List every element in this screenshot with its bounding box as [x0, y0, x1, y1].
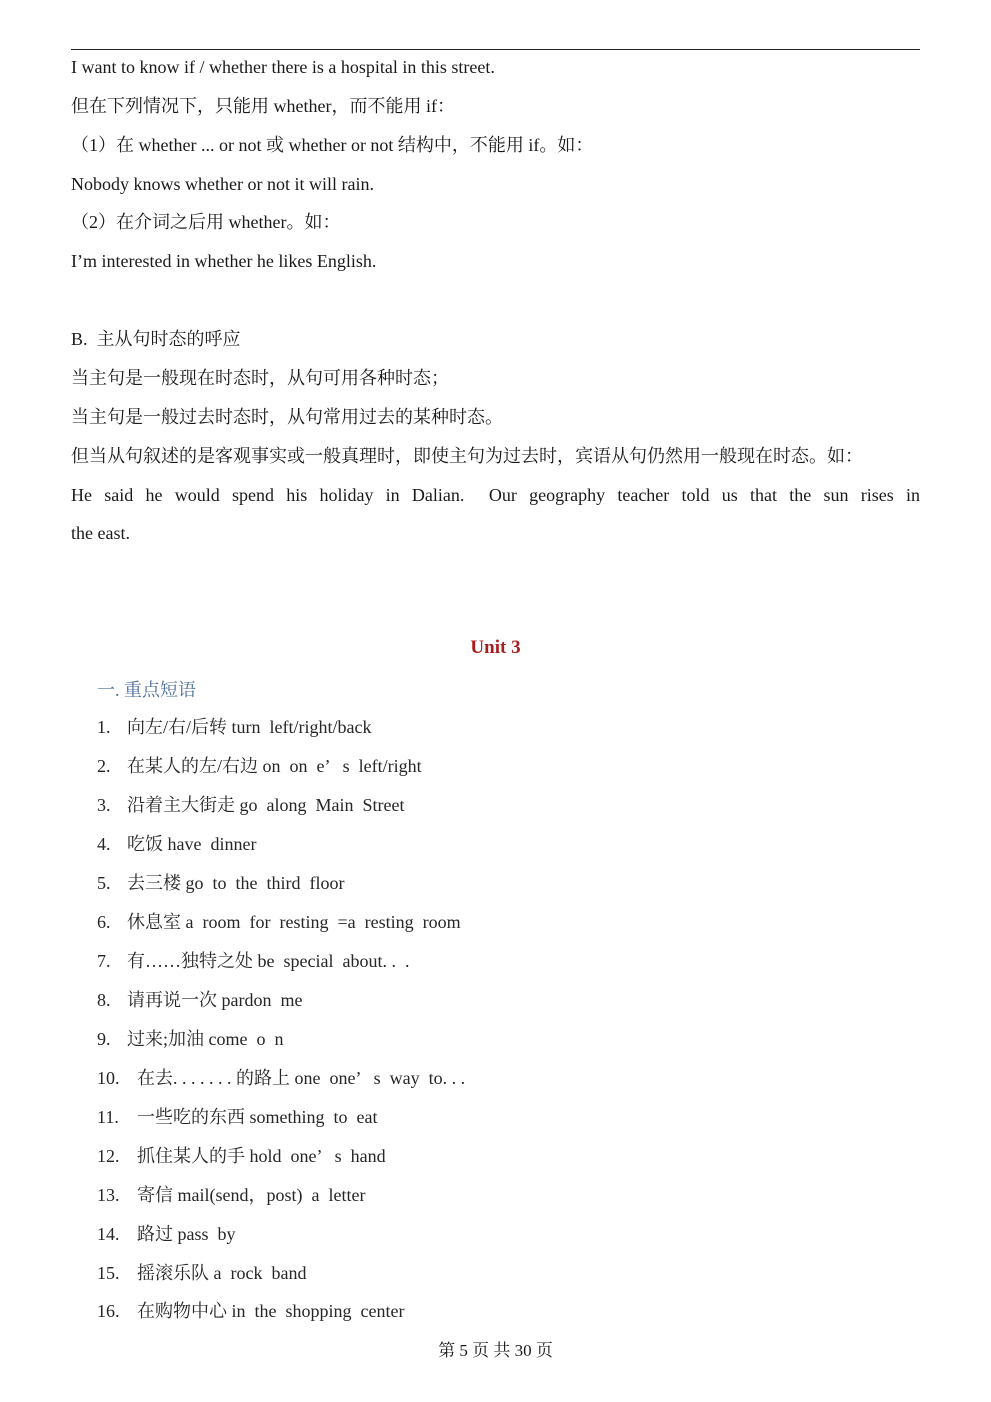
text-line: 但当从句叙述的是客观事实或一般真理时，即使主句为过去时，宾语从句仍然用一般现在时态。如： [71, 446, 863, 466]
phrase-text: 寄信 mail(send，post) a letter [137, 1185, 366, 1205]
phrase-number: 14. [97, 1224, 120, 1244]
phrase-text: 在某人的左/右边 on on e’ s left/right [127, 756, 422, 776]
top-rule [71, 49, 920, 50]
text-line: I want to know if / whether there is a hospital in this street. [71, 57, 495, 77]
phrase-number: 2. [97, 756, 111, 776]
text-line: Nobody knows whether or not it will rain. [71, 174, 374, 194]
phrase-number: 4. [97, 834, 111, 854]
phrase-item [97, 911, 461, 933]
phrase-number: 13. [97, 1185, 120, 1205]
phrase-text: 沿着主大街走 go along Main Street [127, 795, 405, 815]
phrase-item [97, 794, 404, 816]
phrase-text: 抓住某人的手 hold one’ s hand [137, 1146, 386, 1166]
phrase-item [97, 1028, 283, 1050]
phrase-item [97, 872, 344, 894]
page-footer: 第 5 页 共 30 页 [438, 1341, 553, 1360]
phrase-text: 去三楼 go to the third floor [127, 873, 345, 893]
phrase-text: 在去. . . . . . . 的路上 one one’ s way to. . . [137, 1068, 466, 1088]
text-line: 但在下列情况下，只能用 whether，而不能用 if： [71, 96, 455, 116]
phrase-number: 9. [97, 1029, 111, 1049]
phrase-number: 16. [97, 1301, 120, 1321]
phrase-number: 5. [97, 873, 111, 893]
phrase-item [97, 833, 256, 855]
phrase-item [97, 1106, 377, 1128]
phrase-number: 12. [97, 1146, 120, 1166]
phrase-text: 休息室 a room for resting =a resting room [127, 912, 461, 932]
phrase-text: 摇滚乐队 a rock band [137, 1263, 307, 1283]
phrase-item [97, 950, 409, 972]
phrase-item [97, 1262, 306, 1284]
text-line: the east. [71, 523, 130, 543]
phrase-number: 1. [97, 717, 111, 737]
text-line: 当主句是一般现在时态时，从句可用各种时态； [71, 368, 449, 388]
phrase-number: 3. [97, 795, 111, 815]
phrase-item [97, 1145, 386, 1167]
phrase-item [97, 1184, 365, 1206]
text-line: （2）在介词之后用 whether。如： [71, 212, 341, 232]
text-line: （1）在 whether ... or not 或 whether or not 结构中，不能用 if。如： [71, 135, 594, 155]
phrase-text: 有……独特之处 be special about. . . [127, 951, 410, 971]
phrase-number: 15. [97, 1263, 120, 1283]
section-b-heading: B. 主从句时态的呼应 [71, 329, 241, 349]
phrase-item [97, 716, 371, 738]
phrase-text: 向左/右/后转 turn left/right/back [127, 717, 372, 737]
phrase-number: 10. [97, 1068, 120, 1088]
text-line: 当主句是一般过去时态时，从句常用过去的某种时态。 [71, 407, 503, 427]
phrase-number: 8. [97, 990, 111, 1010]
text-line: I’m interested in whether he likes English. [71, 251, 377, 271]
phrase-number: 7. [97, 951, 111, 971]
phrase-text: 路过 pass by [137, 1224, 236, 1244]
phrase-text: 请再说一次 pardon me [127, 990, 303, 1010]
phrase-number: 11. [97, 1107, 119, 1127]
phrase-item [97, 1067, 465, 1089]
phrase-item [97, 1223, 236, 1245]
phrase-text: 一些吃的东西 something to eat [137, 1107, 378, 1127]
text-line: He said he would spend his holiday in Dalian. Our geography teacher told us that the sun rises in [71, 485, 920, 505]
phrase-number: 6. [97, 912, 111, 932]
phrase-text: 过来;加油 come o n [127, 1029, 284, 1049]
phrase-text: 在购物中心 in the shopping center [137, 1301, 405, 1321]
phrase-item [97, 989, 302, 1011]
phrase-text: 吃饭 have dinner [127, 834, 257, 854]
section-heading: 一. 重点短语 [97, 680, 196, 700]
phrase-item [97, 755, 422, 777]
unit-title: Unit 3 [470, 637, 521, 658]
phrase-item [97, 1300, 404, 1322]
